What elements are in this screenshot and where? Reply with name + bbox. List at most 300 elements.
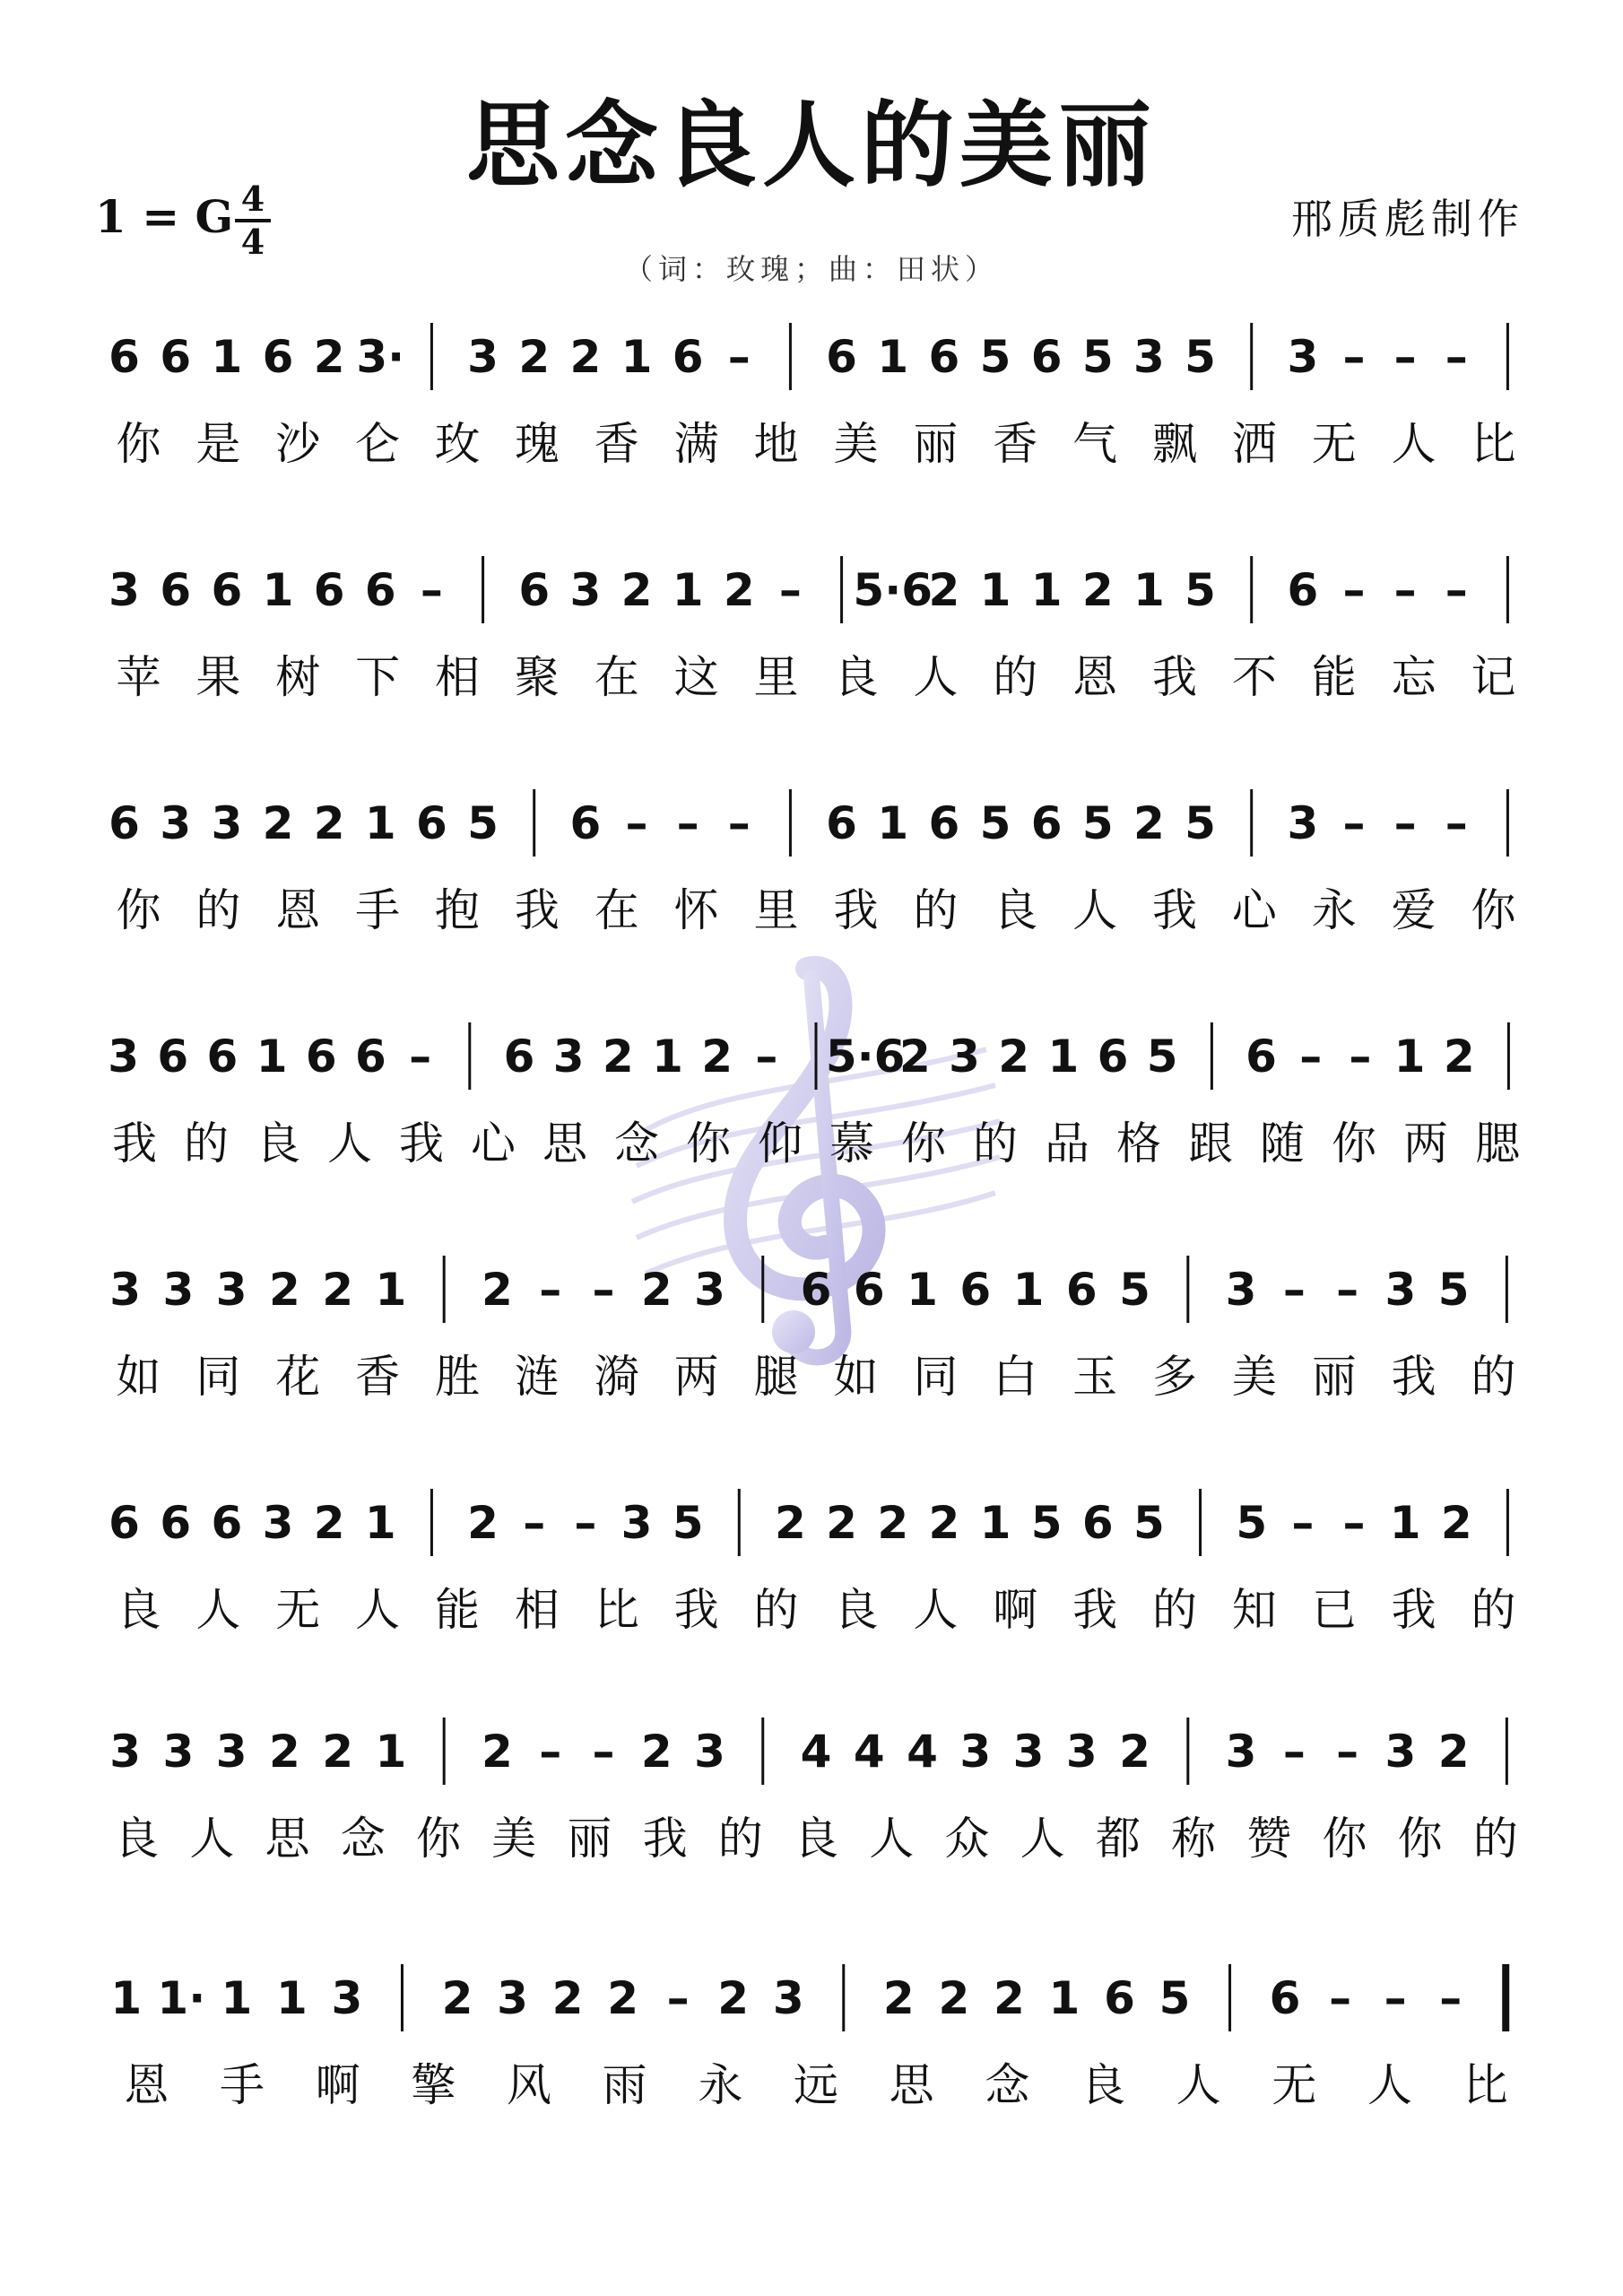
lyric-char: 的	[1471, 1351, 1516, 1403]
note: 6	[108, 1497, 140, 1549]
lyric-char: 的	[195, 884, 241, 936]
note: –	[1299, 1031, 1323, 1083]
note: 3	[331, 1972, 363, 2024]
note: 2	[898, 1031, 931, 1083]
note: 4	[800, 1726, 832, 1778]
note: 3	[109, 1264, 142, 1316]
note: 5	[1437, 1264, 1470, 1316]
lyric-char: 多	[1152, 1351, 1197, 1403]
note: 6	[313, 564, 345, 616]
note: 6	[826, 797, 857, 849]
lyric-char: 同	[195, 1351, 241, 1403]
note: 3	[569, 564, 602, 616]
note: 3	[1225, 1264, 1257, 1316]
lyric-char: 你	[1471, 884, 1516, 936]
lyric-char: 记	[1471, 651, 1516, 703]
lyric-char: 满	[673, 418, 719, 470]
lyric-char: 同	[913, 1351, 959, 1403]
note: –	[1329, 1972, 1352, 2024]
song-title: 思念良人的美丽	[465, 90, 1157, 200]
lyric-char: 擎	[411, 2059, 456, 2111]
note: 3	[1133, 331, 1165, 383]
lyric-char: 美	[491, 1813, 537, 1865]
note: 3	[109, 1726, 142, 1778]
note: 2	[313, 331, 345, 383]
note: 5	[672, 1497, 704, 1549]
lyric-char: 你	[116, 884, 161, 936]
note: 6	[1245, 1031, 1277, 1083]
lyric-char: 洒	[1231, 418, 1277, 470]
note: 2	[640, 1264, 673, 1316]
lyric-char: 漪	[594, 1351, 639, 1403]
note: 3	[694, 1726, 725, 1778]
note: 6	[672, 331, 704, 383]
note: 2	[269, 1726, 300, 1778]
lyric-char: 远	[794, 2059, 838, 2111]
lyric-char: 我	[514, 884, 560, 936]
note: 1	[1030, 564, 1063, 616]
lyric-char: 永	[1311, 884, 1357, 936]
note: 5	[979, 797, 1011, 849]
lyric-char: 在	[594, 884, 639, 936]
note: 5	[1236, 1497, 1268, 1549]
note: –	[1393, 331, 1417, 383]
lyric-char: 雨	[602, 2059, 647, 2111]
note: –	[755, 1031, 778, 1083]
lyric-char: 的	[993, 651, 1038, 703]
lyric-char: 良	[833, 1584, 879, 1636]
lyric-char: 人	[195, 1584, 241, 1636]
lyric-char: 格	[1116, 1118, 1161, 1170]
lyric-char: 我	[673, 1584, 719, 1636]
lyric-char: 无	[1271, 2059, 1317, 2111]
lyric-char: 胜	[435, 1351, 480, 1403]
lyric-char: 啊	[315, 2059, 360, 2111]
lyric-char: 你	[1322, 1813, 1367, 1865]
lyric-char: 相	[435, 651, 480, 703]
note: 1	[1133, 564, 1165, 616]
note: 2	[1081, 564, 1114, 616]
note: 6	[1065, 1264, 1098, 1316]
lyric-char: 人	[913, 651, 959, 703]
note: 3	[108, 564, 140, 616]
note: –	[539, 1726, 562, 1778]
note: 5	[1030, 1497, 1063, 1549]
lyric-char: 抱	[435, 884, 480, 936]
note: 1	[1389, 1497, 1421, 1549]
note: 2	[313, 797, 345, 849]
lyric-char: 的	[753, 1584, 799, 1636]
lyric-char: 我	[1072, 1584, 1118, 1636]
note: 5	[1185, 797, 1216, 849]
lyric-char: 我	[1152, 884, 1197, 936]
lyric-char: 花	[275, 1351, 321, 1403]
lyric-char: 两	[673, 1351, 719, 1403]
note: 3	[694, 1264, 725, 1316]
note: 5	[979, 331, 1011, 383]
note: 4	[907, 1726, 938, 1778]
note: 1·	[157, 1972, 206, 2024]
note: 6	[160, 1497, 192, 1549]
note: 2	[877, 1497, 909, 1549]
note: 6	[160, 331, 192, 383]
lyricist-composer-credit: （词：玫瑰；曲：田状）	[623, 252, 999, 286]
note: –	[1342, 564, 1366, 616]
note: –	[727, 331, 751, 383]
note: 1	[1393, 1031, 1426, 1083]
note: 2	[640, 1726, 673, 1778]
note: 5·6	[825, 1031, 906, 1083]
note: 6	[206, 1031, 239, 1083]
note: 6	[853, 1264, 885, 1316]
lyric-char: 下	[355, 651, 401, 703]
note: 3	[1384, 1726, 1417, 1778]
note: 1	[1047, 1031, 1080, 1083]
note: 3	[1287, 331, 1319, 383]
note: –	[523, 1497, 546, 1549]
note: 1	[621, 331, 653, 383]
note: 2	[928, 1497, 960, 1549]
note: 2	[928, 564, 960, 616]
note: 2	[826, 1497, 857, 1549]
note: 6	[569, 797, 602, 849]
note: 2	[482, 1264, 513, 1316]
note: –	[1445, 564, 1468, 616]
note: 3	[162, 1726, 195, 1778]
note: 2	[1443, 1031, 1475, 1083]
note: 1	[672, 564, 704, 616]
lyric-char: 啊	[993, 1584, 1038, 1636]
note: 6	[1030, 797, 1063, 849]
lyric-char: 人	[1072, 884, 1118, 936]
note: 6	[518, 564, 551, 616]
note: 2	[551, 1972, 584, 2024]
note: 1	[275, 1972, 308, 2024]
note: 6	[305, 1031, 337, 1083]
note: 3	[772, 1972, 804, 2024]
note: 1	[262, 564, 294, 616]
note: –	[1349, 1031, 1372, 1083]
lyric-char: 相	[514, 1584, 560, 1636]
note: –	[420, 564, 443, 616]
note: 1	[979, 1497, 1011, 1549]
note: 1	[364, 1497, 396, 1549]
lyric-char: 思	[889, 2059, 934, 2111]
lyric-char: 你	[1332, 1118, 1376, 1170]
note: 1	[211, 331, 243, 383]
note: 2	[775, 1497, 806, 1549]
lyric-char: 仰	[758, 1118, 803, 1170]
note: –	[539, 1264, 562, 1316]
lyric-char: 恩	[1072, 651, 1118, 703]
lyric-char: 丽	[913, 418, 959, 470]
lyric-char: 聚	[514, 651, 560, 703]
lyric-char: 香	[993, 418, 1038, 470]
note: 2	[322, 1264, 354, 1316]
note: 2	[262, 797, 294, 849]
note: 1	[221, 1972, 253, 2024]
lyric-char: 心	[1231, 884, 1277, 936]
lyric-char: 我	[399, 1118, 444, 1170]
note: 6	[928, 331, 960, 383]
note: 3	[959, 1726, 992, 1778]
lyric-char: 随	[1260, 1118, 1305, 1170]
note: 5	[1159, 1972, 1191, 2024]
lyric-char: 众	[944, 1813, 990, 1865]
note: –	[625, 797, 648, 849]
note: 1	[256, 1031, 288, 1083]
note: 6	[211, 1497, 243, 1549]
note: 3	[215, 1264, 247, 1316]
lyric-char: 里	[753, 651, 799, 703]
lyric-char: 苹	[116, 651, 161, 703]
note: –	[1342, 797, 1366, 849]
note: 2	[717, 1972, 750, 2024]
lyric-char: 美	[833, 418, 879, 470]
note: 3·	[356, 331, 405, 383]
note: 6	[211, 564, 243, 616]
lyric-char: 比	[594, 1584, 639, 1636]
note: 1	[877, 797, 909, 849]
lyric-char: 恩	[275, 884, 321, 936]
note: 1	[877, 331, 909, 383]
note: 6	[959, 1264, 992, 1316]
note: 1	[1048, 1972, 1081, 2024]
note: 6	[262, 331, 294, 383]
lyric-char: 念	[985, 2059, 1030, 2111]
lyric-char: 已	[1311, 1584, 1357, 1636]
note: 5	[1081, 797, 1114, 849]
lyric-char: 无	[275, 1584, 321, 1636]
lyric-char: 忘	[1391, 651, 1436, 703]
note: 6	[928, 797, 960, 849]
lyric-char: 手	[355, 884, 401, 936]
note: 2	[518, 331, 551, 383]
note: 2	[482, 1726, 513, 1778]
lyric-char: 良	[114, 1813, 160, 1865]
lyric-char: 人	[869, 1813, 915, 1865]
lyric-char: 良	[116, 1584, 161, 1636]
note: 5	[1133, 1497, 1165, 1549]
note: –	[666, 1972, 690, 2024]
note: 5	[1081, 331, 1114, 383]
lyric-char: 涟	[514, 1351, 560, 1403]
note: 3	[215, 1726, 247, 1778]
note: 3	[1225, 1726, 1257, 1778]
note: 6	[1081, 1497, 1114, 1549]
note: 6	[800, 1264, 832, 1316]
note: 3	[162, 1264, 195, 1316]
note: 1	[652, 1031, 683, 1083]
note: –	[1336, 1264, 1359, 1316]
lyric-char: 仑	[355, 418, 401, 470]
note: 3	[552, 1031, 585, 1083]
note: –	[1282, 1726, 1306, 1778]
note: –	[1393, 797, 1417, 849]
note: –	[592, 1726, 615, 1778]
note: –	[574, 1497, 597, 1549]
note: –	[1291, 1497, 1315, 1549]
note: –	[676, 797, 699, 849]
lyric-char: 我	[112, 1118, 157, 1170]
lyric-char: 念	[340, 1813, 386, 1865]
note: 1	[110, 1972, 143, 2024]
lyric-char: 白	[993, 1351, 1038, 1403]
note: 6	[108, 331, 140, 383]
note: 3	[211, 797, 243, 849]
note: –	[1282, 1264, 1306, 1316]
lyric-char: 无	[1311, 418, 1357, 470]
lyric-char: 香	[594, 418, 639, 470]
lyric-char: 腮	[1475, 1118, 1520, 1170]
note: 2	[1440, 1497, 1472, 1549]
lyric-char: 手	[220, 2059, 265, 2111]
note: 2	[621, 564, 653, 616]
lyric-char: 知	[1231, 1584, 1277, 1636]
lyric-char: 不	[1231, 651, 1277, 703]
lyric-char: 树	[275, 651, 321, 703]
note: 4	[853, 1726, 885, 1778]
note: 5	[1185, 331, 1216, 383]
lyric-char: 跟	[1188, 1118, 1233, 1170]
lyric-char: 念	[614, 1118, 659, 1170]
lyric-char: 良	[993, 884, 1038, 936]
note: 2	[441, 1972, 473, 2024]
lyric-char: 能	[1311, 651, 1357, 703]
note: –	[1342, 331, 1366, 383]
lyric-char: 永	[698, 2059, 743, 2111]
note: 6	[157, 1031, 189, 1083]
note: 3	[1065, 1726, 1098, 1778]
note: 2	[467, 1497, 499, 1549]
note: 2	[998, 1031, 1030, 1083]
lyric-char: 是	[195, 418, 241, 470]
note: 3	[497, 1972, 528, 2024]
note: –	[1439, 1972, 1462, 2024]
lyric-char: 良	[794, 1813, 838, 1865]
lyric-char: 良	[833, 651, 879, 703]
note: 2	[1119, 1726, 1150, 1778]
note: 1	[979, 564, 1011, 616]
lyric-char: 心	[471, 1118, 516, 1170]
lyric-char: 思	[542, 1118, 587, 1170]
lyric-char: 人	[1020, 1813, 1065, 1865]
note: 3	[108, 1031, 139, 1083]
lyric-char: 爱	[1391, 884, 1436, 936]
note: 2	[1133, 797, 1165, 849]
note: 1	[375, 1264, 407, 1316]
lyric-char: 我	[833, 884, 879, 936]
lyric-char: 美	[1231, 1351, 1277, 1403]
lyric-char: 两	[1403, 1118, 1448, 1170]
lyric-char: 你	[116, 418, 161, 470]
note: 1	[375, 1726, 407, 1778]
note: 2	[882, 1972, 915, 2024]
lyric-char: 你	[415, 1813, 461, 1865]
note: 3	[949, 1031, 980, 1083]
note: 2	[607, 1972, 639, 2024]
note: 6	[355, 1031, 386, 1083]
note: 2	[313, 1497, 345, 1549]
lyric-char: 都	[1095, 1813, 1141, 1865]
lyric-char: 良	[1081, 2059, 1125, 2111]
note: 5	[1146, 1031, 1178, 1083]
note: 2	[938, 1972, 970, 2024]
note: 3	[621, 1497, 653, 1549]
note: 3	[262, 1497, 294, 1549]
note: –	[1342, 1497, 1366, 1549]
note: –	[727, 797, 751, 849]
note: 2	[701, 1031, 733, 1083]
lyric-char: 如	[116, 1351, 161, 1403]
note: 2	[602, 1031, 634, 1083]
note: 6	[503, 1031, 535, 1083]
note: 3	[1287, 797, 1319, 849]
lyric-char: 气	[1072, 418, 1118, 470]
lyric-char: 在	[594, 651, 639, 703]
note: 2	[723, 564, 755, 616]
lyric-char: 玫	[435, 418, 480, 470]
note: 5	[467, 797, 499, 849]
lyric-char: 这	[673, 651, 719, 703]
lyric-char: 玉	[1072, 1351, 1118, 1403]
lyric-char: 比	[1462, 2059, 1508, 2111]
note: 3	[1384, 1264, 1417, 1316]
note: 6	[1269, 1972, 1301, 2024]
lyric-char: 人	[913, 1584, 959, 1636]
note: 1	[1012, 1264, 1045, 1316]
note: 5	[1119, 1264, 1150, 1316]
note: 6	[1030, 331, 1063, 383]
note: 3	[1012, 1726, 1045, 1778]
lyric-char: 比	[1471, 418, 1516, 470]
note: 6	[826, 331, 857, 383]
note: –	[1384, 1972, 1407, 2024]
note: –	[1393, 564, 1417, 616]
note: 2	[569, 331, 602, 383]
lyric-char: 风	[507, 2059, 551, 2111]
note: 6	[160, 564, 192, 616]
lyric-char: 赞	[1246, 1813, 1292, 1865]
note: 5	[1185, 564, 1216, 616]
lyric-char: 的	[973, 1118, 1018, 1170]
note: 6	[1104, 1972, 1135, 2024]
lyric-char: 沙	[275, 418, 321, 470]
lyric-char: 里	[753, 884, 799, 936]
lyric-char: 你	[686, 1118, 731, 1170]
note: 1	[364, 797, 396, 849]
lyric-char: 我	[1152, 651, 1197, 703]
note: –	[1445, 797, 1468, 849]
lyric-char: 慕	[829, 1118, 874, 1170]
note: 2	[269, 1264, 300, 1316]
note: –	[1445, 331, 1468, 383]
time-numerator: 4	[240, 178, 265, 219]
lyric-char: 人	[327, 1118, 372, 1170]
note: 6	[416, 797, 447, 849]
lyric-char: 你	[1397, 1813, 1443, 1865]
lyric-char: 思	[265, 1813, 310, 1865]
lyric-char: 如	[833, 1351, 879, 1403]
lyric-char: 人	[1176, 2059, 1221, 2111]
lyric-char: 飘	[1152, 418, 1197, 470]
lyric-char: 的	[717, 1813, 763, 1865]
lyric-char: 的	[184, 1118, 229, 1170]
note: 2	[322, 1726, 354, 1778]
lyric-char: 能	[435, 1584, 480, 1636]
time-denominator: 4	[240, 222, 265, 262]
note: 3	[160, 797, 192, 849]
